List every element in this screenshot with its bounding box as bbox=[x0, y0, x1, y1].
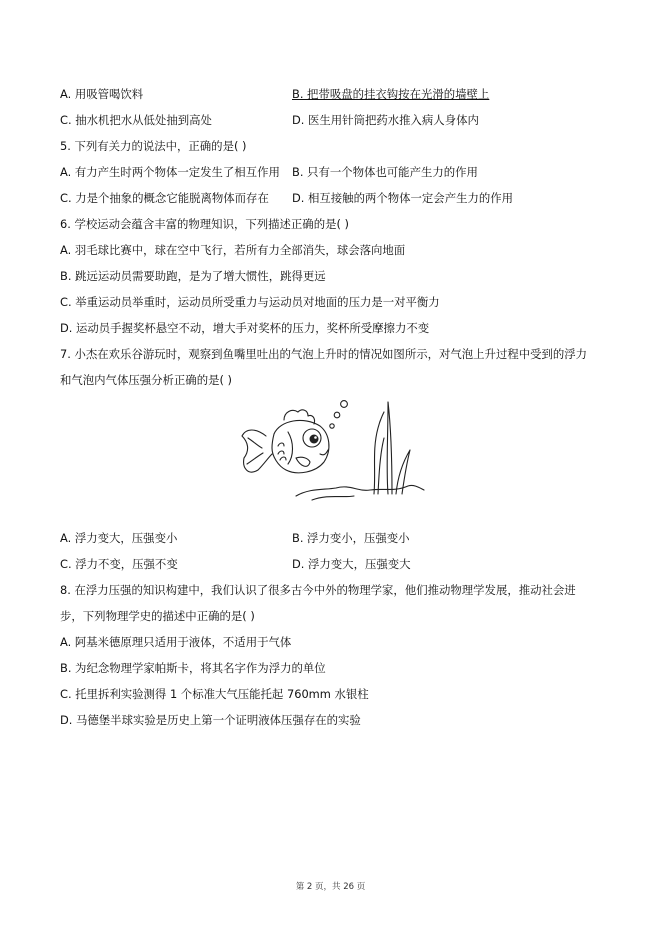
q7-option-a: A. 浮力变大，压强变小 bbox=[60, 531, 178, 545]
fish-mouth bbox=[320, 450, 328, 455]
q5-stem: 5. 下列有关力的说法中，正确的是( ) bbox=[60, 139, 247, 153]
bubble-medium bbox=[334, 412, 340, 418]
seaweed-tall-inner bbox=[388, 402, 392, 494]
q8-option-b: B. 为纪念物理学家帕斯卡，将其名字作为浮力的单位 bbox=[60, 661, 326, 675]
seaweed-tall bbox=[387, 402, 388, 494]
q7-stem-line2: 和气泡内气体压强分析正确的是( ) bbox=[60, 373, 232, 387]
fish-tail-fin-lines bbox=[247, 438, 263, 464]
q5-option-a: A. 有力产生时两个物体一定发生了相互作用 bbox=[60, 165, 280, 179]
fish-tail bbox=[242, 430, 272, 472]
q8-option-d: D. 马德堡半球实验是历史上第一个证明液体压强存在的实验 bbox=[60, 713, 361, 727]
seabed-line bbox=[296, 485, 424, 496]
fish-bubbles-figure bbox=[238, 398, 428, 503]
fish-gill bbox=[288, 432, 293, 464]
q7-stem-line1: 7. 小杰在欢乐谷游玩时，观察到鱼嘴里吐出的气泡上升时的情况如图所示，对气泡上升过程中受到的浮力 bbox=[60, 347, 588, 361]
q6-option-c: C. 举重运动员举重时，运动员所受重力与运动员对地面的压力是一对平衡力 bbox=[60, 295, 440, 309]
q4-option-b: B. 把带吸盘的挂衣钩按在光滑的墙壁上 bbox=[292, 87, 490, 101]
seaweed-left-inner bbox=[378, 438, 384, 494]
q4-option-a: A. 用吸管喝饮料 bbox=[60, 87, 144, 101]
q5-option-c: C. 力是个抽象的概念它能脱离物体而存在 bbox=[60, 191, 269, 205]
q8-stem-line1: 8. 在浮力压强的知识构建中，我们认识了很多古今中外的物理学家，他们推动物理学发展，推动社会进 bbox=[60, 583, 576, 597]
fish-eye-highlight bbox=[314, 436, 317, 439]
q6-option-a: A. 羽毛球比赛中，球在空中飞行，若所有力全部消失，球会落向地面 bbox=[60, 243, 406, 257]
seabed-line-lower bbox=[312, 496, 354, 500]
q5-option-b: B. 只有一个物体也可能产生力的作用 bbox=[292, 165, 478, 179]
q6-option-b: B. 跳远运动员需要助跑，是为了增大惯性，跳得更远 bbox=[60, 269, 326, 283]
q8-option-a: A. 阿基米德原理只适用于液体，不适用于气体 bbox=[60, 635, 292, 649]
bubble-large bbox=[341, 401, 348, 408]
q4-option-d: D. 医生用针筒把药水推入病人身体内 bbox=[292, 113, 479, 127]
page-footer: 第 2 页，共 26 页 bbox=[295, 882, 366, 892]
q4-option-c: C. 抽水机把水从低处抽到高处 bbox=[60, 113, 212, 127]
fish-pectoral-fin bbox=[296, 457, 310, 466]
q7-option-b: B. 浮力变小，压强变小 bbox=[292, 531, 410, 545]
fish-eye-pupil bbox=[310, 435, 319, 444]
fish-scales bbox=[278, 443, 286, 460]
q5-option-d: D. 相互接触的两个物体一定会产生力的作用 bbox=[292, 191, 514, 205]
bubble-small bbox=[330, 424, 334, 428]
q7-option-c: C. 浮力不变，压强不变 bbox=[60, 557, 178, 571]
q8-stem-line2: 步，下列物理学史的描述中正确的是( ) bbox=[60, 609, 255, 623]
q6-stem: 6. 学校运动会蕴含丰富的物理知识，下列描述正确的是( ) bbox=[60, 217, 349, 231]
q7-option-d: D. 浮力变大，压强变大 bbox=[292, 557, 411, 571]
q8-option-c: C. 托里拆利实验测得 1 个标准大气压能托起 760mm 水银柱 bbox=[60, 687, 369, 701]
q6-option-d: D. 运动员手握奖杯悬空不动，增大手对奖杯的压力，奖杯所受摩擦力不变 bbox=[60, 321, 430, 335]
fish-body bbox=[272, 420, 329, 472]
